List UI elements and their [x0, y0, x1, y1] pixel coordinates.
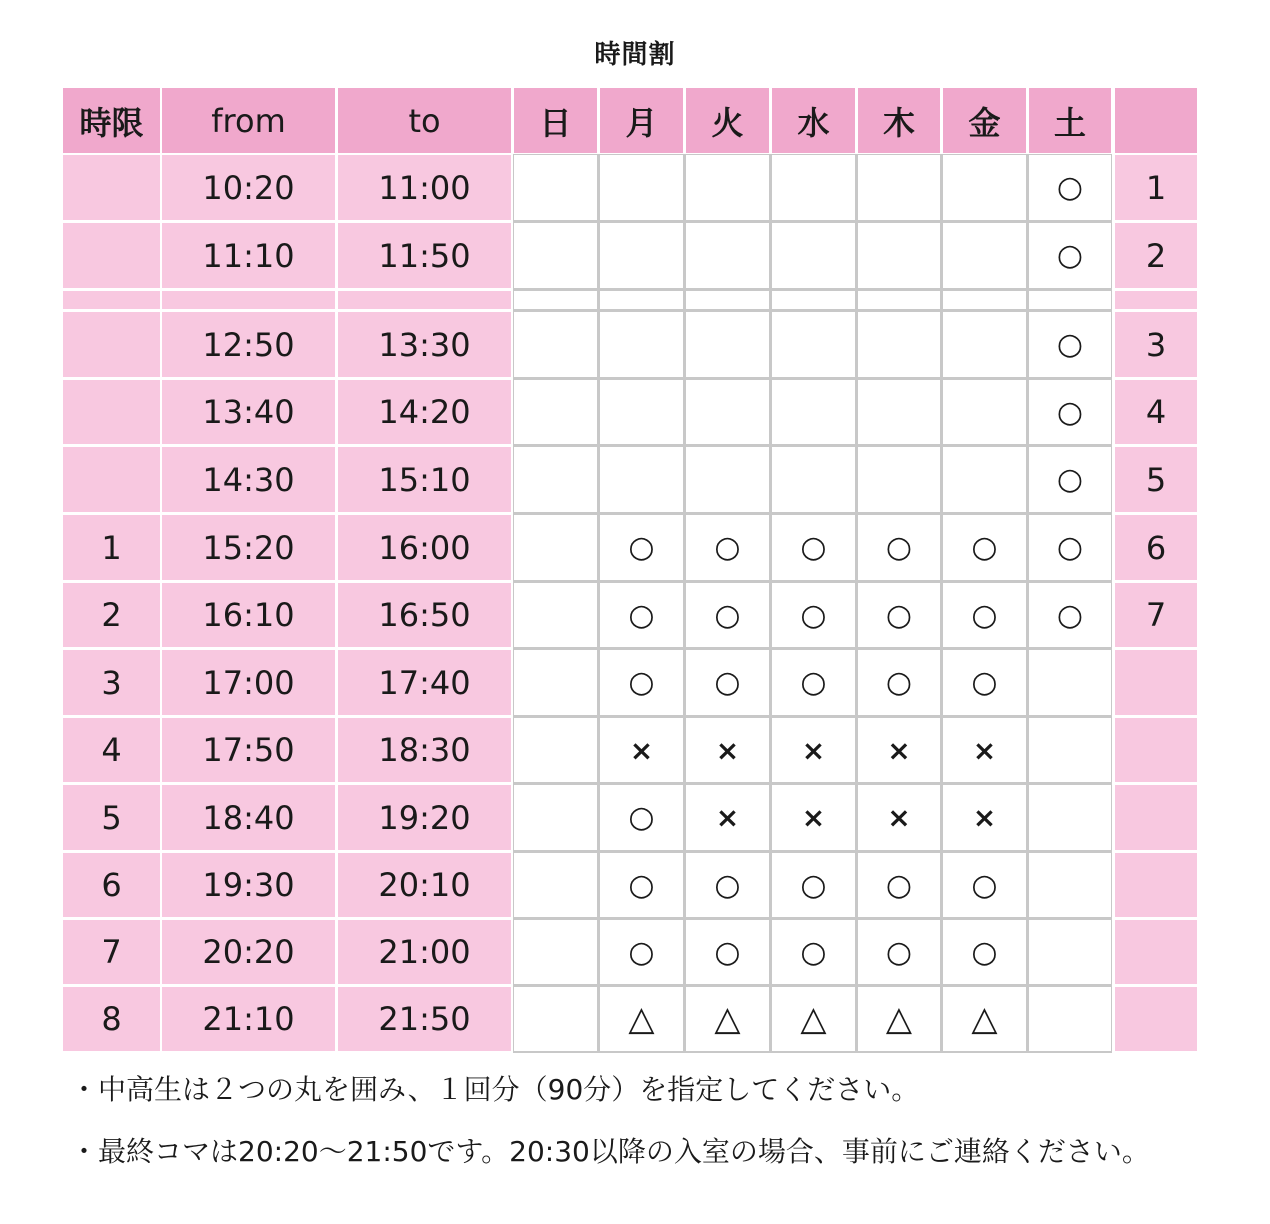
availability-cell: [600, 380, 683, 444]
from-time-cell: 14:30: [162, 447, 335, 512]
period-cell: 6: [63, 853, 160, 917]
availability-cell: ○: [600, 515, 683, 580]
note-1: ・中高生は２つの丸を囲み、１回分（90分）を指定してください。: [70, 1073, 920, 1106]
from-time-cell: 11:10: [162, 223, 335, 288]
availability-cell: ○: [686, 515, 769, 580]
spacer-cell: [63, 291, 160, 309]
availability-cell: ×: [686, 785, 769, 850]
availability-cell: [772, 312, 855, 377]
slot-number-cell: [1115, 785, 1197, 850]
spacer-cell: [600, 291, 683, 309]
availability-cell: ○: [772, 650, 855, 715]
availability-cell: [686, 380, 769, 444]
availability-cell: [858, 380, 940, 444]
availability-cell: ○: [858, 515, 940, 580]
to-time-cell: 16:50: [338, 583, 511, 647]
note-2: ・最終コマは20:20〜21:50です。20:30以降の入室の場合、事前にご連絡ください。: [70, 1135, 1150, 1168]
availability-cell: △: [686, 987, 769, 1051]
header-day: 土: [1029, 88, 1111, 153]
availability-cell: ○: [772, 853, 855, 917]
availability-cell: ×: [772, 785, 855, 850]
availability-cell: ○: [1029, 583, 1111, 647]
from-time-cell: 17:00: [162, 650, 335, 715]
availability-cell: [514, 380, 597, 444]
availability-cell: [514, 155, 597, 220]
spacer-cell: [1115, 291, 1197, 309]
header-day: 日: [514, 88, 597, 153]
availability-cell: ○: [772, 583, 855, 647]
availability-cell: [514, 718, 597, 782]
availability-cell: ○: [686, 650, 769, 715]
header-to: to: [338, 88, 511, 153]
availability-cell: [1029, 853, 1111, 917]
availability-cell: ○: [686, 583, 769, 647]
availability-cell: ×: [858, 718, 940, 782]
availability-cell: ×: [772, 718, 855, 782]
availability-cell: ○: [858, 650, 940, 715]
availability-cell: [514, 583, 597, 647]
availability-cell: [858, 447, 940, 512]
availability-cell: ○: [943, 650, 1026, 715]
availability-cell: ×: [943, 785, 1026, 850]
to-time-cell: 16:00: [338, 515, 511, 580]
availability-cell: ×: [858, 785, 940, 850]
slot-number-cell: [1115, 650, 1197, 715]
availability-cell: [1029, 718, 1111, 782]
availability-cell: ○: [858, 583, 940, 647]
period-cell: 1: [63, 515, 160, 580]
availability-cell: ○: [1029, 223, 1111, 288]
page-title: 時間割: [594, 40, 676, 70]
availability-cell: [772, 380, 855, 444]
availability-cell: [600, 447, 683, 512]
to-time-cell: 17:40: [338, 650, 511, 715]
to-time-cell: 11:00: [338, 155, 511, 220]
header-day: 木: [858, 88, 940, 153]
from-time-cell: 12:50: [162, 312, 335, 377]
availability-cell: △: [943, 987, 1026, 1051]
availability-cell: [686, 223, 769, 288]
period-cell: [63, 155, 160, 220]
slot-number-cell: 7: [1115, 583, 1197, 647]
availability-cell: ○: [600, 583, 683, 647]
availability-cell: [943, 447, 1026, 512]
period-cell: 5: [63, 785, 160, 850]
availability-cell: [943, 223, 1026, 288]
availability-cell: [514, 312, 597, 377]
header-right: [1115, 88, 1197, 153]
availability-cell: [772, 223, 855, 288]
slot-number-cell: [1115, 853, 1197, 917]
header-day: 水: [772, 88, 855, 153]
availability-cell: ○: [772, 515, 855, 580]
spacer-cell: [514, 291, 597, 309]
availability-cell: [514, 515, 597, 580]
availability-cell: ○: [600, 785, 683, 850]
availability-cell: ○: [1029, 155, 1111, 220]
availability-cell: [1029, 920, 1111, 984]
slot-number-cell: 3: [1115, 312, 1197, 377]
slot-number-cell: [1115, 920, 1197, 984]
availability-cell: [514, 223, 597, 288]
header-day: 火: [686, 88, 769, 153]
header-from: from: [162, 88, 335, 153]
availability-cell: [600, 312, 683, 377]
availability-cell: ○: [772, 920, 855, 984]
availability-cell: [858, 223, 940, 288]
to-time-cell: 14:20: [338, 380, 511, 444]
availability-cell: [686, 155, 769, 220]
availability-cell: ○: [686, 920, 769, 984]
from-time-cell: 16:10: [162, 583, 335, 647]
availability-cell: [943, 312, 1026, 377]
availability-cell: [1029, 650, 1111, 715]
slot-number-cell: [1115, 987, 1197, 1051]
availability-cell: ×: [943, 718, 1026, 782]
slot-number-cell: 5: [1115, 447, 1197, 512]
to-time-cell: 21:00: [338, 920, 511, 984]
availability-cell: [514, 987, 597, 1051]
spacer-cell: [338, 291, 511, 309]
to-time-cell: 11:50: [338, 223, 511, 288]
availability-cell: [772, 155, 855, 220]
period-cell: 3: [63, 650, 160, 715]
availability-cell: ○: [943, 515, 1026, 580]
availability-cell: ×: [686, 718, 769, 782]
availability-cell: ○: [600, 920, 683, 984]
header-day: 金: [943, 88, 1026, 153]
availability-cell: ○: [600, 650, 683, 715]
availability-cell: ○: [600, 853, 683, 917]
availability-cell: [600, 155, 683, 220]
header-period: 時限: [63, 88, 160, 153]
availability-cell: [514, 650, 597, 715]
spacer-cell: [858, 291, 940, 309]
availability-cell: ○: [1029, 312, 1111, 377]
period-cell: [63, 312, 160, 377]
availability-cell: ×: [600, 718, 683, 782]
availability-cell: ○: [1029, 380, 1111, 444]
to-time-cell: 21:50: [338, 987, 511, 1051]
availability-cell: △: [858, 987, 940, 1051]
availability-cell: ○: [686, 853, 769, 917]
availability-cell: [858, 312, 940, 377]
availability-cell: △: [600, 987, 683, 1051]
availability-cell: ○: [943, 920, 1026, 984]
availability-cell: [686, 312, 769, 377]
availability-cell: [600, 223, 683, 288]
availability-cell: ○: [1029, 515, 1111, 580]
availability-cell: [943, 155, 1026, 220]
availability-cell: [1029, 987, 1111, 1051]
spacer-cell: [162, 291, 335, 309]
availability-cell: [858, 155, 940, 220]
to-time-cell: 20:10: [338, 853, 511, 917]
availability-cell: [1029, 785, 1111, 850]
period-cell: 8: [63, 987, 160, 1051]
to-time-cell: 15:10: [338, 447, 511, 512]
from-time-cell: 18:40: [162, 785, 335, 850]
availability-cell: △: [772, 987, 855, 1051]
spacer-cell: [943, 291, 1026, 309]
availability-cell: [514, 920, 597, 984]
from-time-cell: 17:50: [162, 718, 335, 782]
availability-cell: [772, 447, 855, 512]
from-time-cell: 19:30: [162, 853, 335, 917]
from-time-cell: 21:10: [162, 987, 335, 1051]
availability-cell: [514, 447, 597, 512]
period-cell: [63, 223, 160, 288]
to-time-cell: 13:30: [338, 312, 511, 377]
spacer-cell: [686, 291, 769, 309]
from-time-cell: 10:20: [162, 155, 335, 220]
spacer-cell: [1029, 291, 1111, 309]
spacer-cell: [772, 291, 855, 309]
slot-number-cell: 2: [1115, 223, 1197, 288]
availability-cell: ○: [1029, 447, 1111, 512]
period-cell: [63, 380, 160, 444]
availability-cell: ○: [943, 583, 1026, 647]
to-time-cell: 19:20: [338, 785, 511, 850]
slot-number-cell: 4: [1115, 380, 1197, 444]
availability-cell: [686, 447, 769, 512]
period-cell: 7: [63, 920, 160, 984]
period-cell: 2: [63, 583, 160, 647]
slot-number-cell: 6: [1115, 515, 1197, 580]
availability-cell: ○: [943, 853, 1026, 917]
slot-number-cell: 1: [1115, 155, 1197, 220]
slot-number-cell: [1115, 718, 1197, 782]
from-time-cell: 13:40: [162, 380, 335, 444]
period-cell: [63, 447, 160, 512]
availability-cell: [514, 853, 597, 917]
header-day: 月: [600, 88, 683, 153]
period-cell: 4: [63, 718, 160, 782]
availability-cell: ○: [858, 920, 940, 984]
availability-cell: ○: [858, 853, 940, 917]
from-time-cell: 15:20: [162, 515, 335, 580]
availability-cell: [943, 380, 1026, 444]
availability-cell: [514, 785, 597, 850]
from-time-cell: 20:20: [162, 920, 335, 984]
to-time-cell: 18:30: [338, 718, 511, 782]
